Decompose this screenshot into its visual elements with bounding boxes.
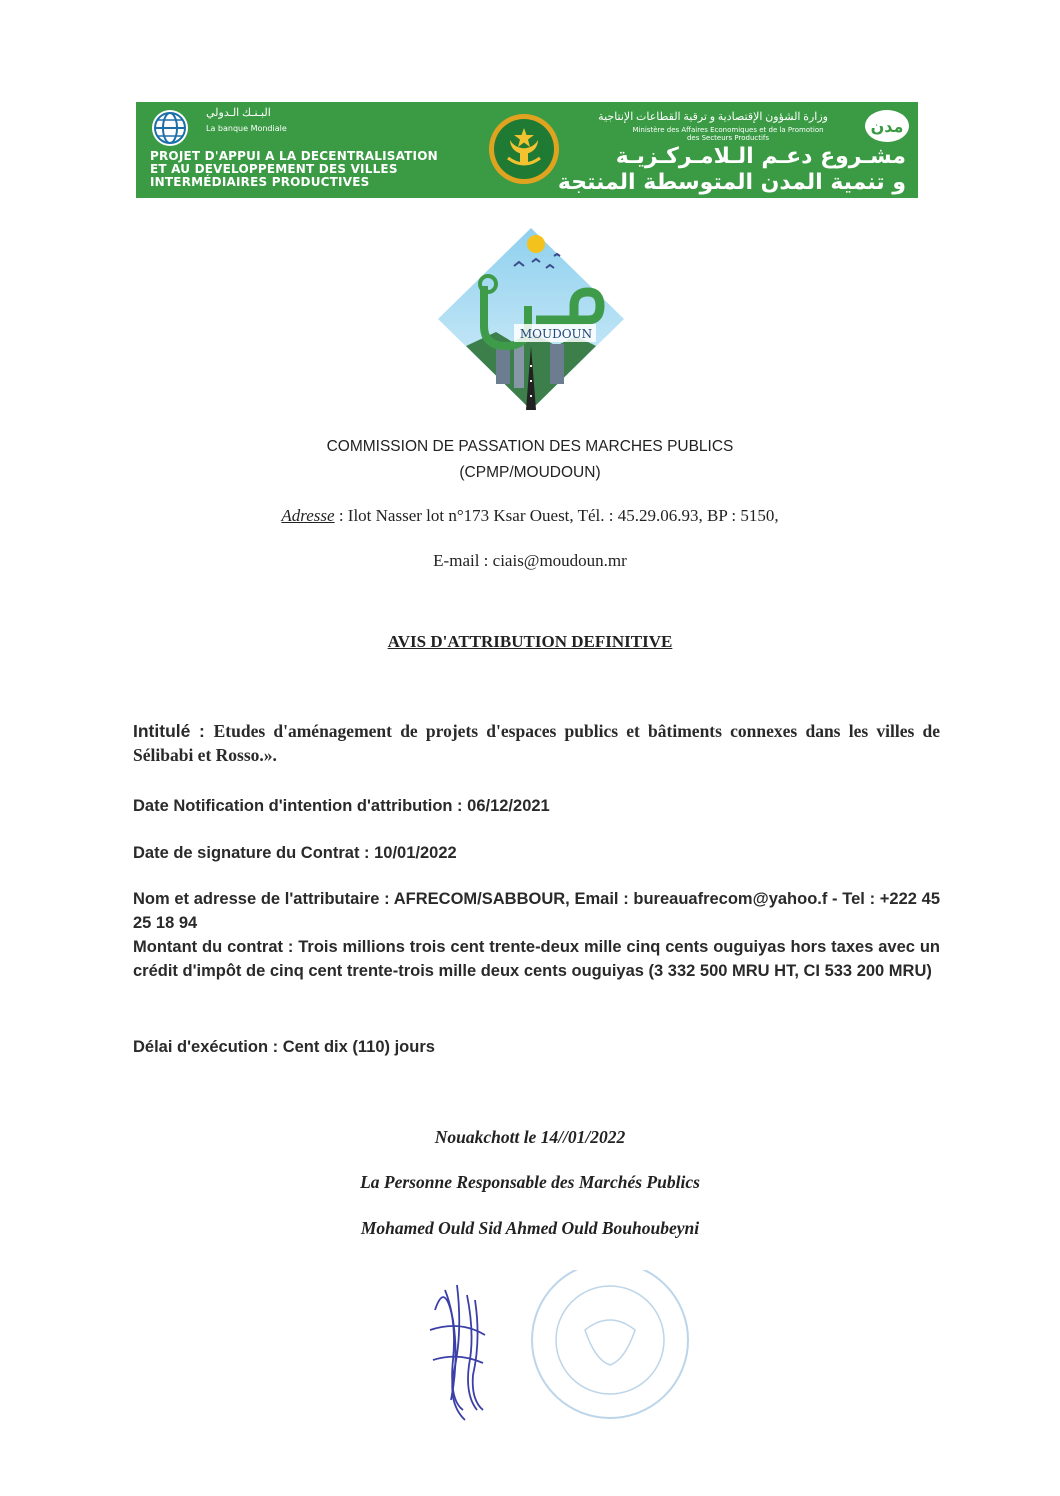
world-bank-arabic: البـنـك الـدولي xyxy=(206,107,271,119)
header-banner xyxy=(136,102,918,198)
project-title-arabic xyxy=(558,144,906,196)
moudoun-mini-logo-icon xyxy=(864,108,910,144)
commission-heading xyxy=(0,434,1060,486)
document-title: AVIS D'ATTRIBUTION DEFINITIVE xyxy=(387,632,673,651)
ministry-french: Ministère des Affaires Economiques et de la Promotion des Secteurs Productifs xyxy=(632,126,824,142)
project-title-arabic-line: و تنمية المدن المتوسطة المنتجة xyxy=(557,170,906,195)
address-line xyxy=(0,506,1060,526)
project-title-line: INTERMÉDIAIRES PRODUCTIVES xyxy=(150,175,370,189)
address-label: Adresse xyxy=(281,506,335,525)
world-bank-globe-icon xyxy=(150,108,190,148)
project-title-french xyxy=(150,150,438,189)
project-title-line: PROJET D'APPUI A LA DECENTRALISATION xyxy=(150,149,438,163)
commission-line-2: (CPMP/MOUDOUN) xyxy=(459,464,601,481)
notification-date: Date Notification d'intention d'attribution : 06/12/2021 xyxy=(133,797,550,815)
intitule-label: Intitulé : xyxy=(133,721,214,741)
project-title-line: ET AU DEVELOPPEMENT DES VILLES xyxy=(150,162,398,176)
signatory-name: Mohamed Ould Sid Ahmed Ould Bouhoubeyni xyxy=(360,1218,700,1238)
signature-and-stamp xyxy=(415,1270,715,1430)
world-bank-french: La banque Mondiale xyxy=(206,124,287,133)
intitule-paragraph xyxy=(133,719,940,767)
montant-paragraph: Montant du contrat : Trois millions trois cent trente-deux mille cinq cents ouguiyas hors taxes avec un crédit d'impôt de cinq cent trente-trois mille deux cents ouguiyas (3 332 500 MRU HT, CI 533 200 MRU) xyxy=(133,938,940,980)
attributaire-paragraph: Nom et adresse de l'attributaire : AFRECOM/SABBOUR, Email : bureauafrecom@yahoo.f - Tel : +222 45 25 18 94 xyxy=(133,890,940,932)
national-emblem-icon xyxy=(488,110,560,188)
ministry-arabic: وزارة الشؤون الإقتصادية و ترقية القطاعات الإنتاجية xyxy=(598,111,828,123)
signatory-role: La Personne Responsable des Marchés Publics xyxy=(360,1172,700,1192)
official-stamp xyxy=(532,1270,688,1418)
email-line: E-mail : ciais@moudoun.mr xyxy=(433,551,627,570)
contract-signature-date: Date de signature du Contrat : 10/01/2022 xyxy=(133,844,457,862)
moudoun-logo xyxy=(436,226,626,412)
intitule-text: Etudes d'aménagement de projets d'espaces publics et bâtiments connexes dans les villes de Sélibabi et Rosso.». xyxy=(133,721,941,765)
handwritten-signature xyxy=(430,1285,485,1420)
project-title-arabic-line: مشـروع دعـم الـلامـركـزيـة xyxy=(615,144,906,169)
place-date: Nouakchott le 14//01/2022 xyxy=(434,1127,626,1147)
commission-line-1: COMMISSION DE PASSATION DES MARCHES PUBLICS xyxy=(326,438,734,455)
logo-latin-text: MOUDOUN xyxy=(519,327,593,341)
delai-execution: Délai d'exécution : Cent dix (110) jours xyxy=(133,1038,435,1056)
mini-logo-text: مدن xyxy=(870,117,904,136)
address-text: : Ilot Nasser lot n°173 Ksar Ouest, Tél. : 45.29.06.93, BP : 5150, xyxy=(334,506,779,525)
